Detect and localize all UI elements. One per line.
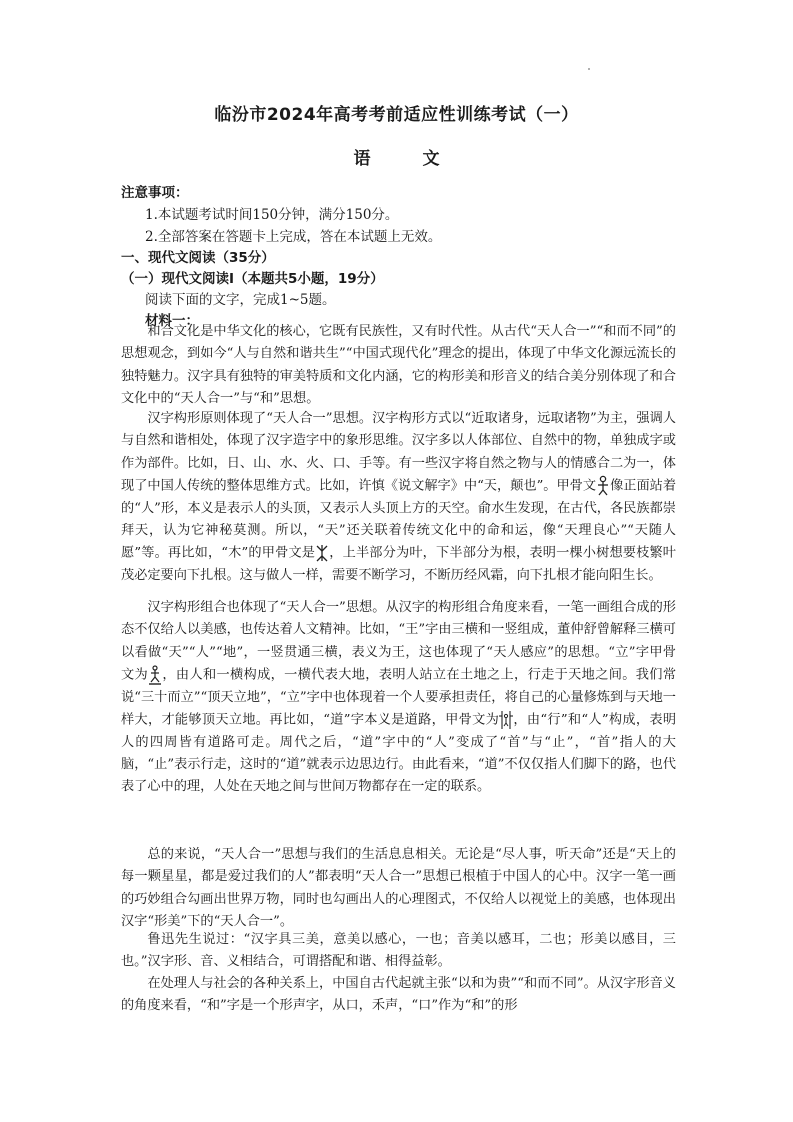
oracle-tian-glyph [596,475,610,497]
paragraph-2-part-c: ，上半部分为叶，下半部分为根，表明一棵小树想要枝繁叶茂必定要向下扎根。这与做人一样，需要不断学习，不断历经风霜，向下扎根才能向阳生长。 [121,545,676,584]
subject-title: 语文 [353,149,492,169]
paragraph-2-part-b: 像正面站着的“人”形，本义是表示人的头顶，又表示人头顶上方的天空。俞水生发现，在古代，各民族都崇拜天，认为它神秘莫测。所以，“天”还关联着传统文化中的命和运，像“天理良心”“天随人愿”等。再比如，“木”的甲骨文是 [121,478,677,561]
paragraph-3-part-b: ，由人和一横构成，一横代表大地，表明人站立在土地之上，行走于天地之间。我们常说“三十而立”“顶天立地”，“立”字中也体现着一个人要承担责任，将自己的心量修炼到与天地一样大，才能够顶天立地。再比如，“道”字本义是道路，甲骨文为 [121,667,677,728]
notice-heading: 注意事项： [121,185,189,201]
section-heading: 一、现代文阅读（35分） [121,250,275,266]
scan-speck [588,68,590,70]
paragraph-3-part-c: ，由“行”和“人”构成，表明人的四周皆有道路可走。周代之后，“道”字中的“人”变成了“首”与“止”，“首”指人的大脑，“止”表示行走，这时的“道”就表示边思边行。由此看来，“道”不仅仅指人们脚下的路，也代表了心中的理，人处在天地之间与世间万物都存在一定的联系。 [121,712,677,795]
paragraph-5: 鲁迅先生说过：“汉字具三美，意美以感心，一也；音美以感耳，二也；形美以感目，三也。”汉字形、音、义相结合，可谓搭配和谐、相得益彰。 [121,932,676,970]
oracle-li-glyph [148,664,162,686]
paragraph-4: 总的来说，“天人合一”思想与我们的生活息息相关。无论是“尽人事，听天命”还是“天上的每一颗星星，都是爱过我们的人”都表明“天人合一”思想已根植于中国人的心中。汉字一笔一画的巧妙组合勾画出世界万物，同时也勾画出人的心理图式，不仅给人以视觉上的美感，也体现出汉字“形美”下的“天人合一”。 [121,847,676,929]
part-heading: （一）现代文阅读Ⅰ（本题共5小题，19分） [121,271,384,287]
notice-item-2: 2.全部答案在答题卡上完成，答在本试题上无效。 [145,229,442,245]
oracle-dao-glyph [499,709,513,731]
exam-title: 临汾市2024年高考考前适应性训练考试（一） [214,105,579,125]
paragraph-3-part-a: 汉字构形组合也体现了“天人合一”思想。从汉字的构形组合角度来看，一笔一画组合成的形态不仅给人以美感，也传达着人文精神。比如，“王”字由三横和一竖组成，董仲舒曾解释三横可以看做“天”“人”“地”，一竖贯通三横，表义为王，这也体现了“天人感应”的思想。“立”字甲骨文为 [121,600,676,683]
paragraph-1: 和合文化是中华文化的核心，它既有民族性，又有时代性。从古代“天人合一”“和而不同”的思想观念，到如今“人与自然和谐共生”“中国式现代化”理念的提出，体现了中华文化源远流长的独特魅力。汉字具有独特的审美特质和文化内涵，它的构形美和形音义的结合美分别体现了和合文化中的“天人合一”与“和”思想。 [121,324,676,406]
reading-instruction: 阅读下面的文字，完成1~5题。 [145,292,336,308]
notice-item-1: 1.本试题考试时间150分钟，满分150分。 [145,207,399,223]
paragraph-2 [121,408,676,587]
paragraph-3 [121,597,676,799]
paragraph-2-part-a: 汉字构形原则体现了“天人合一”思想。汉字构形方式以“近取诸身，远取诸物”为主，强调人与自然和谐相处，体现了汉字造字中的象形思维。汉字多以人体部位、自然中的物，单独成字或作为部件。比如，日、山、水、火、口、手等。有一些汉字将自然之物与人的情感合二为一，体现了中国人传统的整体思维方式。比如，许慎《说文解字》中“天，颠也”。甲骨文 [121,411,676,494]
oracle-mu-glyph [315,542,329,564]
material-label: 材料一： [145,313,199,329]
paragraph-6: 在处理人与社会的各种关系上，中国自古代起就主张“以和为贵”“和而不同”。从汉字形音义的角度来看，“和”字是一个形声字，从口，禾声，“口”作为“和”的形 [121,976,676,1014]
